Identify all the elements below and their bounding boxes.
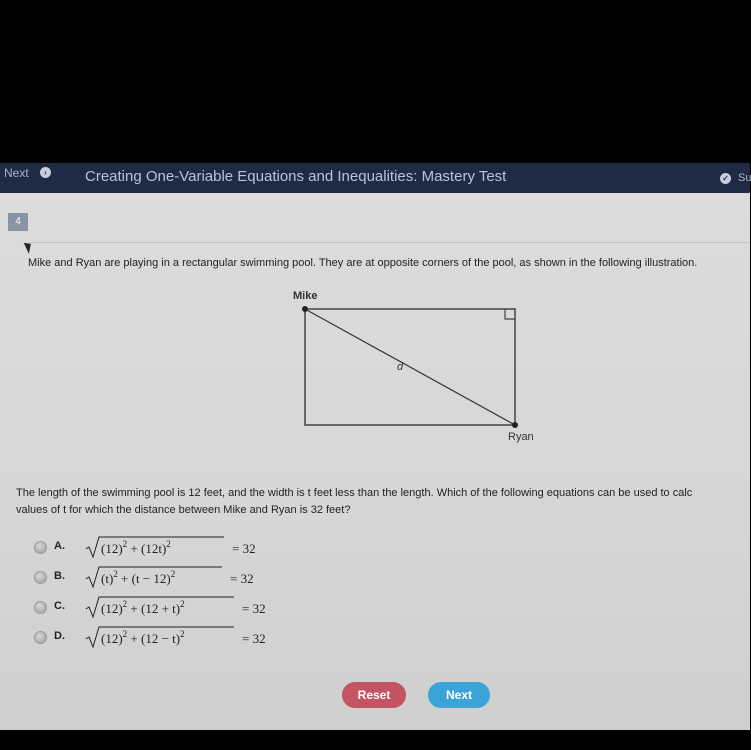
- divider: [28, 242, 750, 243]
- equation-d: [84, 622, 284, 652]
- pool-illustration: [290, 287, 550, 447]
- ryan-label: Ryan: [508, 431, 534, 443]
- svg-text:(12)2 + (12 − t)2: [101, 629, 185, 646]
- svg-text:(t)2 + (t − 12)2: [101, 569, 175, 586]
- option-letter: B.: [54, 570, 65, 582]
- term: + (12t): [127, 541, 167, 556]
- svg-text:(12)2 + (12 + t)2: [101, 599, 185, 616]
- right-angle-mark: [505, 309, 515, 319]
- test-title: Creating One-Variable Equations and Inequalities: Mastery Test: [85, 168, 507, 185]
- exponent: 2: [170, 569, 176, 579]
- question-panel: [0, 193, 750, 730]
- term: + (12 − t): [127, 631, 181, 646]
- arrow-right-icon[interactable]: ›: [40, 167, 51, 178]
- radio-d[interactable]: [34, 631, 47, 644]
- next-link[interactable]: Next: [4, 166, 29, 180]
- option-letter: D.: [54, 630, 65, 642]
- term: (12): [101, 541, 123, 556]
- exponent: 2: [166, 539, 171, 549]
- exponent: 2: [113, 569, 118, 579]
- submit-link[interactable]: Su: [738, 172, 751, 184]
- exponent: 2: [122, 629, 128, 639]
- prompt-line-2: values of t for which the distance between Mike and Ryan is 32 feet?: [16, 504, 351, 516]
- option-letter: A.: [54, 540, 65, 552]
- radio-a[interactable]: [34, 541, 47, 554]
- radio-c[interactable]: [34, 601, 47, 614]
- pool-diagram: [290, 287, 550, 447]
- term: (12): [101, 631, 123, 646]
- option-letter: C.: [54, 600, 65, 612]
- term: (12): [101, 601, 123, 616]
- question-stem: Mike and Ryan are playing in a rectangular swimming pool. They are at opposite corners of the pool, as shown in the following illustration.: [28, 257, 698, 269]
- ryan-point: [512, 422, 518, 428]
- rhs: = 32: [230, 571, 254, 586]
- rhs: = 32: [242, 631, 266, 646]
- rhs: = 32: [242, 601, 266, 616]
- mike-point: [302, 306, 308, 312]
- svg-text:(12)2 + (12t)2: [101, 539, 171, 556]
- term: + (t − 12): [117, 571, 171, 586]
- question-number: 4: [8, 213, 28, 231]
- prompt-line-1: The length of the swimming pool is 12 feet, and the width is t feet less than the length. Which of the following equations can be used to calc: [16, 487, 693, 499]
- radio-b[interactable]: [34, 571, 47, 584]
- rhs: = 32: [232, 541, 256, 556]
- top-bar: [0, 163, 750, 193]
- mike-label: Mike: [293, 290, 318, 302]
- term: + (12 + t): [127, 601, 181, 616]
- equation-c: [84, 592, 284, 622]
- check-icon[interactable]: ✓: [720, 173, 731, 184]
- equation-a: [84, 532, 274, 562]
- term: (t): [101, 571, 114, 586]
- equation-b: [84, 562, 274, 592]
- diagonal-line: [305, 309, 515, 425]
- question-prompt: [16, 485, 750, 519]
- exponent: 2: [122, 539, 128, 549]
- exponent: 2: [180, 599, 185, 609]
- d-label: d: [397, 361, 404, 373]
- exponent: 2: [180, 629, 185, 639]
- next-button[interactable]: Next: [428, 682, 490, 708]
- exponent: 2: [122, 599, 128, 609]
- reset-button[interactable]: Reset: [342, 682, 406, 708]
